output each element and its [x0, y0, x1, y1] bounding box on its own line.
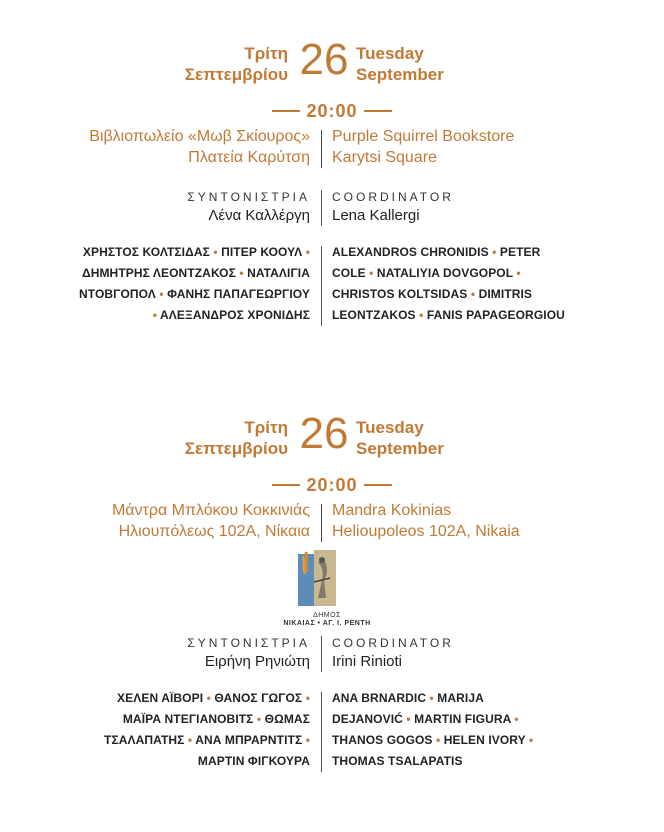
column-divider: [321, 130, 322, 168]
column-divider: [321, 636, 322, 672]
participant-name: ΝΑΤΑΛΙΓΙΑ: [247, 266, 310, 280]
bullet: •: [213, 245, 218, 259]
bullet: •: [305, 733, 310, 747]
bullet: •: [492, 245, 497, 259]
participants: [0, 688, 664, 778]
names-line: [104, 730, 310, 751]
names-line: [332, 709, 533, 730]
logo-caption: [272, 612, 382, 628]
participant-name: MARTIN FIGURA: [414, 712, 511, 726]
time-row: [0, 98, 664, 124]
bullet: •: [159, 287, 164, 301]
participant-name: ΑΛΕΞΑΝΔΡΟΣ ΧΡΟΝΙΔΗΣ: [160, 308, 310, 322]
participant-name: ANA BRNARDIC: [332, 691, 427, 705]
bullet: •: [206, 691, 211, 705]
date-block: [0, 409, 664, 472]
time-rule-right: [364, 110, 392, 112]
coordinator-name-english: Irini Rinioti: [332, 653, 403, 670]
participant-name: THOMAS TSALAPATIS: [332, 754, 463, 768]
names-line: [79, 305, 310, 326]
participant-name: ΜΑΡΤΙΝ ΦΙΓΚΟΥΡΑ: [197, 754, 310, 768]
names-line: [79, 284, 310, 305]
participant-name: ΘΩΜΑΣ: [264, 712, 310, 726]
weekday-english: Tuesday: [356, 44, 424, 63]
event-time: 20:00: [306, 100, 358, 121]
month-greek: Σεπτεμβρίου: [184, 439, 288, 458]
date-english: [356, 417, 444, 459]
venue: [0, 500, 664, 548]
participant-name: CHRISTOS KOLTSIDAS: [332, 287, 468, 301]
day-number: 26: [299, 35, 349, 84]
venue-greek: [112, 500, 310, 542]
names-line: [332, 730, 533, 751]
municipality-logo: [0, 548, 664, 634]
venue-greek-name: Βιβλιοπωλείο «Μωβ Σκίουρος»: [89, 128, 310, 145]
venue-english-address: Helioupoleos 102A, Nikaia: [332, 523, 520, 540]
participant-name: HELEN IVORY: [443, 733, 526, 747]
date-english: [356, 43, 444, 85]
coordinator-label-greek: ΣΥΝΤΟΝΙΣΤΡΙΑ: [187, 190, 310, 204]
participants-english: [332, 242, 565, 326]
day-number: 26: [299, 409, 349, 458]
logo-caption-line: ΔΗΜΟΣ: [313, 612, 341, 619]
participant-name: ALEXANDROS CHRONIDIS: [332, 245, 489, 259]
participant-name: ΑΝΑ ΜΠΡΑΡΝΤΙΤΣ: [195, 733, 303, 747]
coordinator-name-greek: Ειρήνη Ρηνιώτη: [204, 653, 310, 670]
event-2: [0, 409, 664, 778]
names-line: [332, 242, 565, 263]
time-row: [0, 472, 664, 498]
coordinator: [0, 188, 664, 228]
venue-greek-address: Πλατεία Καρύτση: [188, 149, 310, 166]
bullet: •: [369, 266, 374, 280]
logo-caption-line: ΝΙΚΑΙΑΣ • ΑΓ. Ι. ΡΕΝΤΗ: [283, 620, 371, 627]
event-time: 20:00: [306, 474, 358, 495]
month-english: September: [356, 65, 444, 84]
participant-name: DEJANOVIĆ: [332, 712, 403, 726]
venue-english: [332, 126, 514, 168]
venue-greek: [89, 126, 310, 168]
participant-name: ΤΣΑΛΑΠΑΤΗΣ: [104, 733, 185, 747]
venue-english-name: Purple Squirrel Bookstore: [332, 128, 515, 145]
bullet: •: [516, 266, 521, 280]
column-divider: [321, 504, 322, 542]
participant-name: ΝΤΟΒΓΟΠΟΛ: [78, 287, 156, 301]
column-divider: [321, 692, 322, 772]
date-greek: [185, 417, 288, 459]
time-rule-right: [364, 484, 392, 486]
participant-name: THANOS GOGOS: [332, 733, 433, 747]
names-line: [332, 263, 565, 284]
participant-name: ΦΑΝΗΣ ΠΑΠΑΓΕΩΡΓΙΟΥ: [167, 287, 310, 301]
bullet: •: [435, 733, 441, 747]
weekday-greek: Τρίτη: [244, 418, 288, 437]
bullet: •: [256, 712, 262, 726]
participant-name: ΧΕΛΕΝ ΑΪΒΟΡΙ: [117, 691, 204, 705]
coordinator-greek: [187, 188, 310, 226]
names-line: [79, 242, 310, 263]
names-line: [332, 305, 565, 326]
participant-name: ΘΑΝΟΣ ΓΩΓΟΣ: [214, 691, 303, 705]
names-line: [79, 263, 310, 284]
participant-name: NATALIYIA DOVGOPOL: [376, 266, 513, 280]
bullet: •: [470, 287, 476, 301]
coordinator-name-english: Lena Kallergi: [332, 207, 420, 224]
names-line: [104, 709, 310, 730]
month-english: September: [356, 439, 444, 458]
participants: [0, 242, 664, 332]
weekday-english: Tuesday: [356, 418, 424, 437]
coordinator-english: [332, 634, 454, 672]
venue-greek-address: Ηλιουπόλεως 102Α, Νίκαια: [118, 523, 310, 540]
coordinator: [0, 634, 664, 674]
venue: [0, 126, 664, 174]
coordinator-english: [332, 188, 454, 226]
participant-name: COLE: [332, 266, 366, 280]
weekday-greek: Τρίτη: [244, 44, 288, 63]
participant-name: PETER: [499, 245, 541, 259]
participant-name: LEONTZAKOS: [332, 308, 416, 322]
bullet: •: [419, 308, 424, 322]
names-line: [332, 751, 533, 772]
bullet: •: [239, 266, 244, 280]
bullet: •: [429, 691, 434, 705]
event-1: [0, 35, 664, 332]
time-rule-left: [272, 484, 300, 486]
participant-name: FANIS PAPAGEORGIOU: [426, 308, 565, 322]
names-line: [332, 284, 565, 305]
bullet: •: [305, 691, 310, 705]
names-line: [104, 688, 310, 709]
coordinator-label-english: COORDINATOR: [332, 636, 454, 650]
column-divider: [321, 190, 322, 226]
bullet: •: [406, 712, 411, 726]
time-rule-left: [272, 110, 300, 112]
municipality-emblem-icon: [298, 548, 344, 612]
date-block: [0, 35, 664, 98]
participant-name: ΧΡΗΣΤΟΣ ΚΟΛΤΣΙΔΑΣ: [82, 245, 210, 259]
venue-english-address: Karytsi Square: [332, 149, 437, 166]
bullet: •: [528, 733, 534, 747]
date-greek: [185, 43, 288, 85]
venue-english-name: Mandra Kokinias: [332, 502, 452, 519]
participant-name: MARIJA: [437, 691, 484, 705]
names-line: [104, 751, 310, 772]
participant-name: ΔΗΜΗΤΡΗΣ ΛΕΟΝΤΖΑΚΟΣ: [81, 266, 236, 280]
coordinator-label-greek: ΣΥΝΤΟΝΙΣΤΡΙΑ: [187, 636, 310, 650]
coordinator-greek: [187, 634, 310, 672]
bullet: •: [305, 245, 310, 259]
venue-english: [332, 500, 520, 542]
bullet: •: [514, 712, 519, 726]
bullet: •: [187, 733, 193, 747]
coordinator-label-english: COORDINATOR: [332, 190, 454, 204]
participant-name: ΠΙΤΕΡ ΚΟΟΥΛ: [221, 245, 303, 259]
coordinator-name-greek: Λένα Καλλέργη: [208, 207, 310, 224]
month-greek: Σεπτεμβρίου: [184, 65, 288, 84]
bullet: •: [152, 308, 158, 322]
column-divider: [321, 246, 322, 326]
venue-greek-name: Μάντρα Μπλόκου Κοκκινιάς: [111, 502, 310, 519]
participant-name: ΜΑΪΡΑ ΝΤΕΓΙΑΝΟΒΙΤΣ: [122, 712, 254, 726]
participants-english: [332, 688, 533, 772]
participants-greek: [104, 688, 310, 772]
participants-greek: [79, 242, 310, 326]
names-line: [332, 688, 533, 709]
participant-name: DIMITRIS: [478, 287, 533, 301]
